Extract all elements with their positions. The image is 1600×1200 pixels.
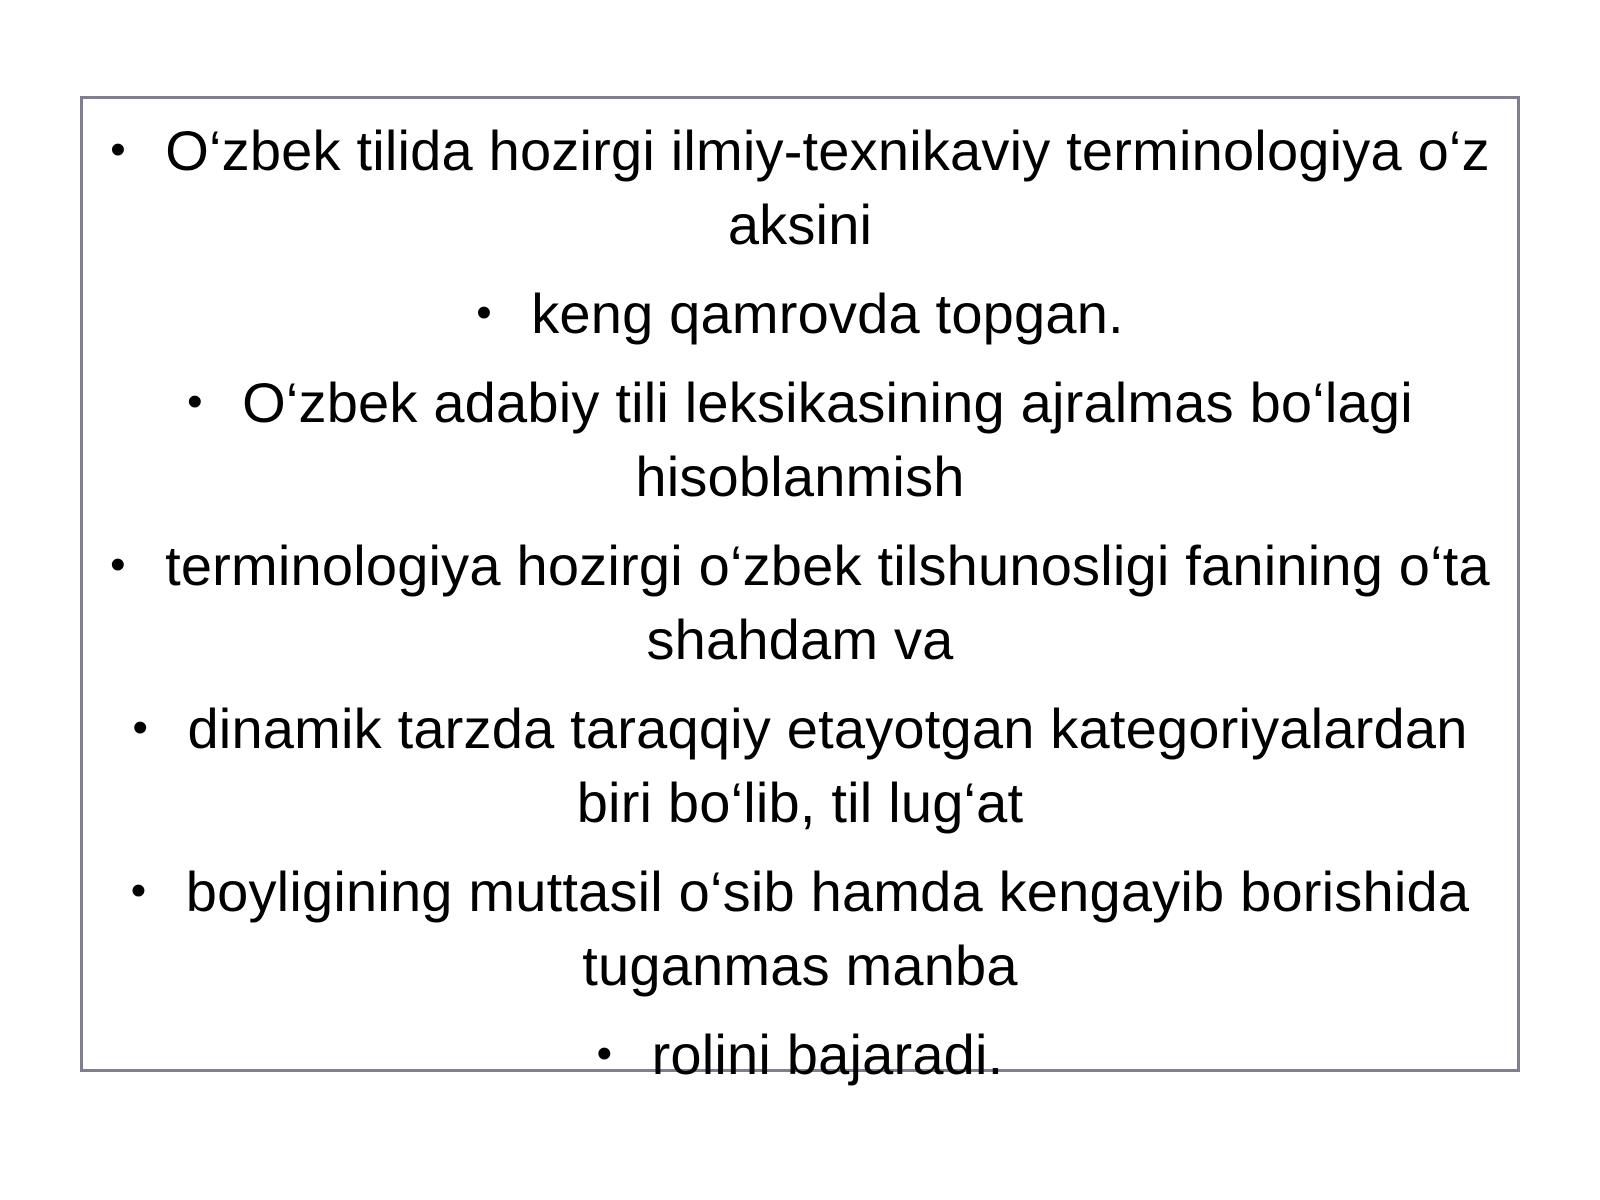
bullet-text: keng qamrovda topgan. — [531, 282, 1124, 345]
bullet-text: dinamik tarzda taraqqiy etayotgan kategoriyalardan biri bo‘lib, til lug‘at — [187, 697, 1468, 834]
bullet-item — [103, 276, 1497, 351]
content-text-box — [80, 96, 1520, 1086]
bullet-dot-icon: • — [187, 377, 203, 426]
bullet-dot-icon: • — [110, 125, 126, 174]
bullet-text: terminologiya hozirgi o‘zbek tilshunosligi fanining o‘ta shahdam va — [165, 534, 1490, 671]
bullet-text: boyligining muttasil o‘sib hamda kengayib borishida tuganmas manba — [185, 860, 1470, 997]
bullet-item — [103, 113, 1497, 262]
bullet-dot-icon: • — [110, 540, 126, 589]
bullet-dot-icon: • — [476, 288, 492, 337]
bullet-item — [103, 528, 1497, 677]
bullet-item — [103, 1017, 1497, 1092]
bullet-text: O‘zbek adabiy tili leksikasining ajralmas bo‘lagi hisoblanmish — [242, 371, 1413, 508]
bullet-item — [103, 854, 1497, 1003]
bullet-dot-icon: • — [130, 866, 147, 915]
bullet-list — [83, 99, 1517, 1092]
bullet-item — [103, 691, 1497, 840]
bullet-dot-icon: • — [596, 1029, 613, 1078]
bullet-dot-icon: • — [132, 703, 149, 752]
bullet-item — [103, 365, 1497, 514]
bullet-text: O‘zbek tilida hozirgi ilmiy-texnikaviy terminologiya o‘z aksini — [165, 119, 1490, 256]
bullet-text: rolini bajaradi. — [651, 1023, 1004, 1086]
